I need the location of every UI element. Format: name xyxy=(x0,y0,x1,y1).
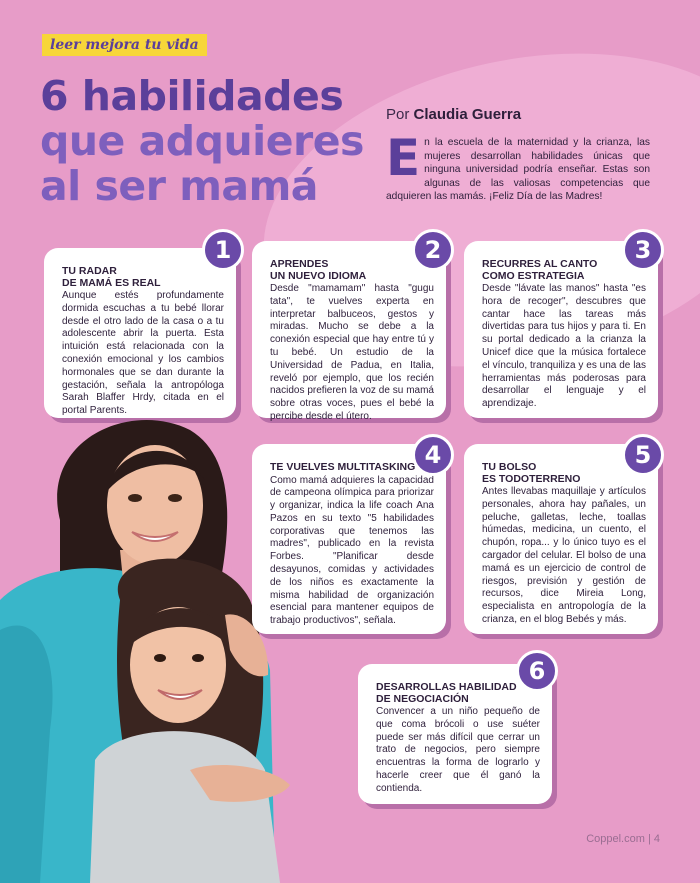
title-line-3: al ser mamá xyxy=(40,162,318,210)
number-badge-3: 3 xyxy=(622,229,664,271)
intro-paragraph xyxy=(386,129,650,204)
section-tag: leer mejora tu vida xyxy=(42,34,207,56)
number-badge-6: 6 xyxy=(516,650,558,692)
number-badge-2: 2 xyxy=(412,229,454,271)
skill-card-title: TU BOLSO ES TODOTERRENO xyxy=(482,461,581,485)
byline xyxy=(386,106,521,123)
page-title xyxy=(40,74,364,209)
intro-text: n la escuela de la maternidad y la crianza, las mujeres desarrollan habilidades únicas que ninguna universidad podría enseñar. Estas son algunas de las valiosas competencias que adquieren las mamás. ¡Feliz Día de las Madres! xyxy=(386,137,650,203)
author-name: Claudia Guerra xyxy=(413,106,522,123)
page-footer: Coppel.com | 4 xyxy=(586,833,660,845)
skill-card-title: APRENDES UN NUEVO IDIOMA xyxy=(270,258,367,282)
skill-card-2 xyxy=(252,241,446,422)
skill-card-4 xyxy=(252,444,446,634)
number-badge-5: 5 xyxy=(622,434,664,476)
drop-cap: E xyxy=(386,129,421,187)
byline-prefix: Por xyxy=(386,106,410,123)
skill-card-body: Convencer a un niño pequeño de que coma brócoli o use suéter puede ser más difícil que cerrar un trato de negocios, pero siempre encuentras la forma de lograrlo y hacerle creer que él ganó la contienda. xyxy=(376,706,540,794)
skill-card-3 xyxy=(464,241,658,418)
skill-card-title: TU RADAR DE MAMÁ ES REAL xyxy=(62,265,161,289)
title-line-2: que adquieres xyxy=(40,117,364,165)
title-line-1: 6 habilidades xyxy=(40,72,344,120)
skill-card-body: Como mamá adquieres la capacidad de campeona olímpica para priorizar y organizar, indica la life coach Ana Pazos en su texto "5 habilidades corporativas que tenemos las madres", publicado en la revista Forbes. "Planificar desde desayunos, comidas y actividades de los niños es exactamente la misma habilidad de organización esencial para mantener equipos de trabajo productivos", señala. xyxy=(270,474,434,627)
number-badge-4: 4 xyxy=(412,434,454,476)
skill-card-body: Aunque estés profundamente dormida escuchas a tu bebé llorar desde el otro lado de la casa o a tu adolescente abrir la puerta. Esta intuición está relacionada con la conexión emocional y los cambios hormonales que se dan durante la gestación, señala la antropóloga Sarah Blaffer Hrdy, citada en el portal Parents. xyxy=(62,290,224,417)
skill-card-body: Desde "mamamam" hasta "gugu tata", te vuelves experta en interpretar balbuceos, gestos y miradas. Mucho se debe a la conexión especial que hay entre tú y tu bebé. Un estudio de la Universidad de Padua, en Italia, reveló por ejemplo, que los recién nacidos prefieren la voz de su mamá sobre otras voces, pues el bebé la percibe desde el útero. xyxy=(270,283,434,422)
number-badge-1: 1 xyxy=(202,229,244,271)
skill-card-title: RECURRES AL CANTO COMO ESTRATEGIA xyxy=(482,258,598,282)
skill-card-title: DESARROLLAS HABILIDAD DE NEGOCIACIÓN xyxy=(376,681,517,705)
skill-card-body: Antes llevabas maquillaje y artículos personales, ahora hay pañales, un peluche, galletas, leche, toallas húmedas, medicina, un cuento, el chupón, ropa... y lo único tuyo es el cargador del celular. El bolso de una mamá es un ejercicio de control de riesgos, previsión y gestión de recursos, dice Mireia Long, especialista en antropología de la crianza, en el blog Bebés y más. xyxy=(482,486,646,625)
skill-card-5 xyxy=(464,444,658,634)
skill-card-title: TE VUELVES MULTITASKING xyxy=(270,461,416,473)
skill-card-1 xyxy=(44,248,236,418)
skill-card-body: Desde "lávate las manos" hasta "es hora de recoger", descubres que cantar hace las tareas más divertidas para tus hijos y para ti. En su portal dedicado a la crianza la Unicef dice que la música fortalece el vínculo, tranquiliza y es una de las herramientas más poderosas para desarrollar el lenguaje y el aprendizaje. xyxy=(482,283,646,410)
